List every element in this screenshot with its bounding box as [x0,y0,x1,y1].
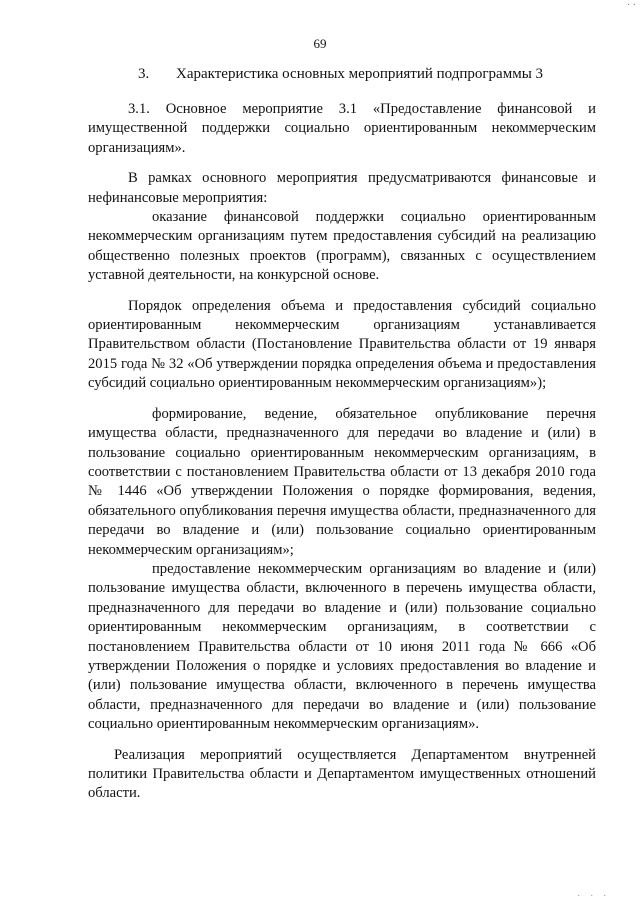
section-heading [138,66,543,83]
paragraph-property-provision: предоставление некоммерческим организациям во владение и (или) пользование имущества области, включенного в перечень имущества области, предназначенного для передачи во владение и (или) пользование социально ориентированным некоммерческим организациям, в соответствии с постановлением Правительства области от 10 июня 2011 года № 666 «Об утверждении Положения о порядке и условиях предоставления во владение и (или) пользование имущества области, включенного в перечень имущества области, предназначенного для передачи во владение и (или) пользование социально ориентированным некоммерческим организациям». [88,560,596,733]
paragraph-main-activity: 3.1. Основное мероприятие 3.1 «Предоставление финансовой и имущественной поддержки социально ориентированным некоммерческим организациям». [88,101,596,156]
paragraph-property-list: формирование, ведение, обязательное опубликование перечня имущества области, предназначенного для передачи во владение и (или) в пользование социально ориентированным некоммерческим организациям, в соответствии с постановлением Правительства области от 13 декабря 2010 года № 1446 «Об утверждении Положения о порядке формирования, ведения, обязательного опубликования перечня имущества области, предназначенного для передачи во владение и (или) пользование социально ориентированным некоммерческим организациям»; [88,405,596,558]
paragraph-implementation: Реализация мероприятий осуществляется Департаментом внутренней политики Правительства области и Департаментом имущественных отношений области. [88,746,596,802]
section-number: 3. [138,66,150,82]
paragraph-financial-support: оказание финансовой поддержки социально ориентированным некоммерческим организациям путем предоставления субсидий на реализацию общественно полезных проектов (программ), связанных с осуществлением уставной деятельности, на конкурсной основе. [88,209,596,284]
document-body [88,100,596,804]
paragraph-subsidy-procedure: Порядок определения объема и предоставления субсидий социально ориентированным некоммерческим организациям устанавливается Правительством области (Постановление Правительства области от 19 января 2015 года № 32 «Об утверждении порядка определения объема и предоставления субсидий социально ориентированным некоммерческим организациям»); [88,297,596,392]
page-number: 69 [313,36,327,51]
paragraph-activities-intro: В рамках основного мероприятия предусматриваются финансовые и нефинансовые мероприятия: [88,170,596,206]
bottom-scan-mark: . . . [577,888,610,899]
section-title: Характеристика основных мероприятий подпрограммы 3 [176,66,544,82]
corner-scan-mark: · · [626,0,636,11]
